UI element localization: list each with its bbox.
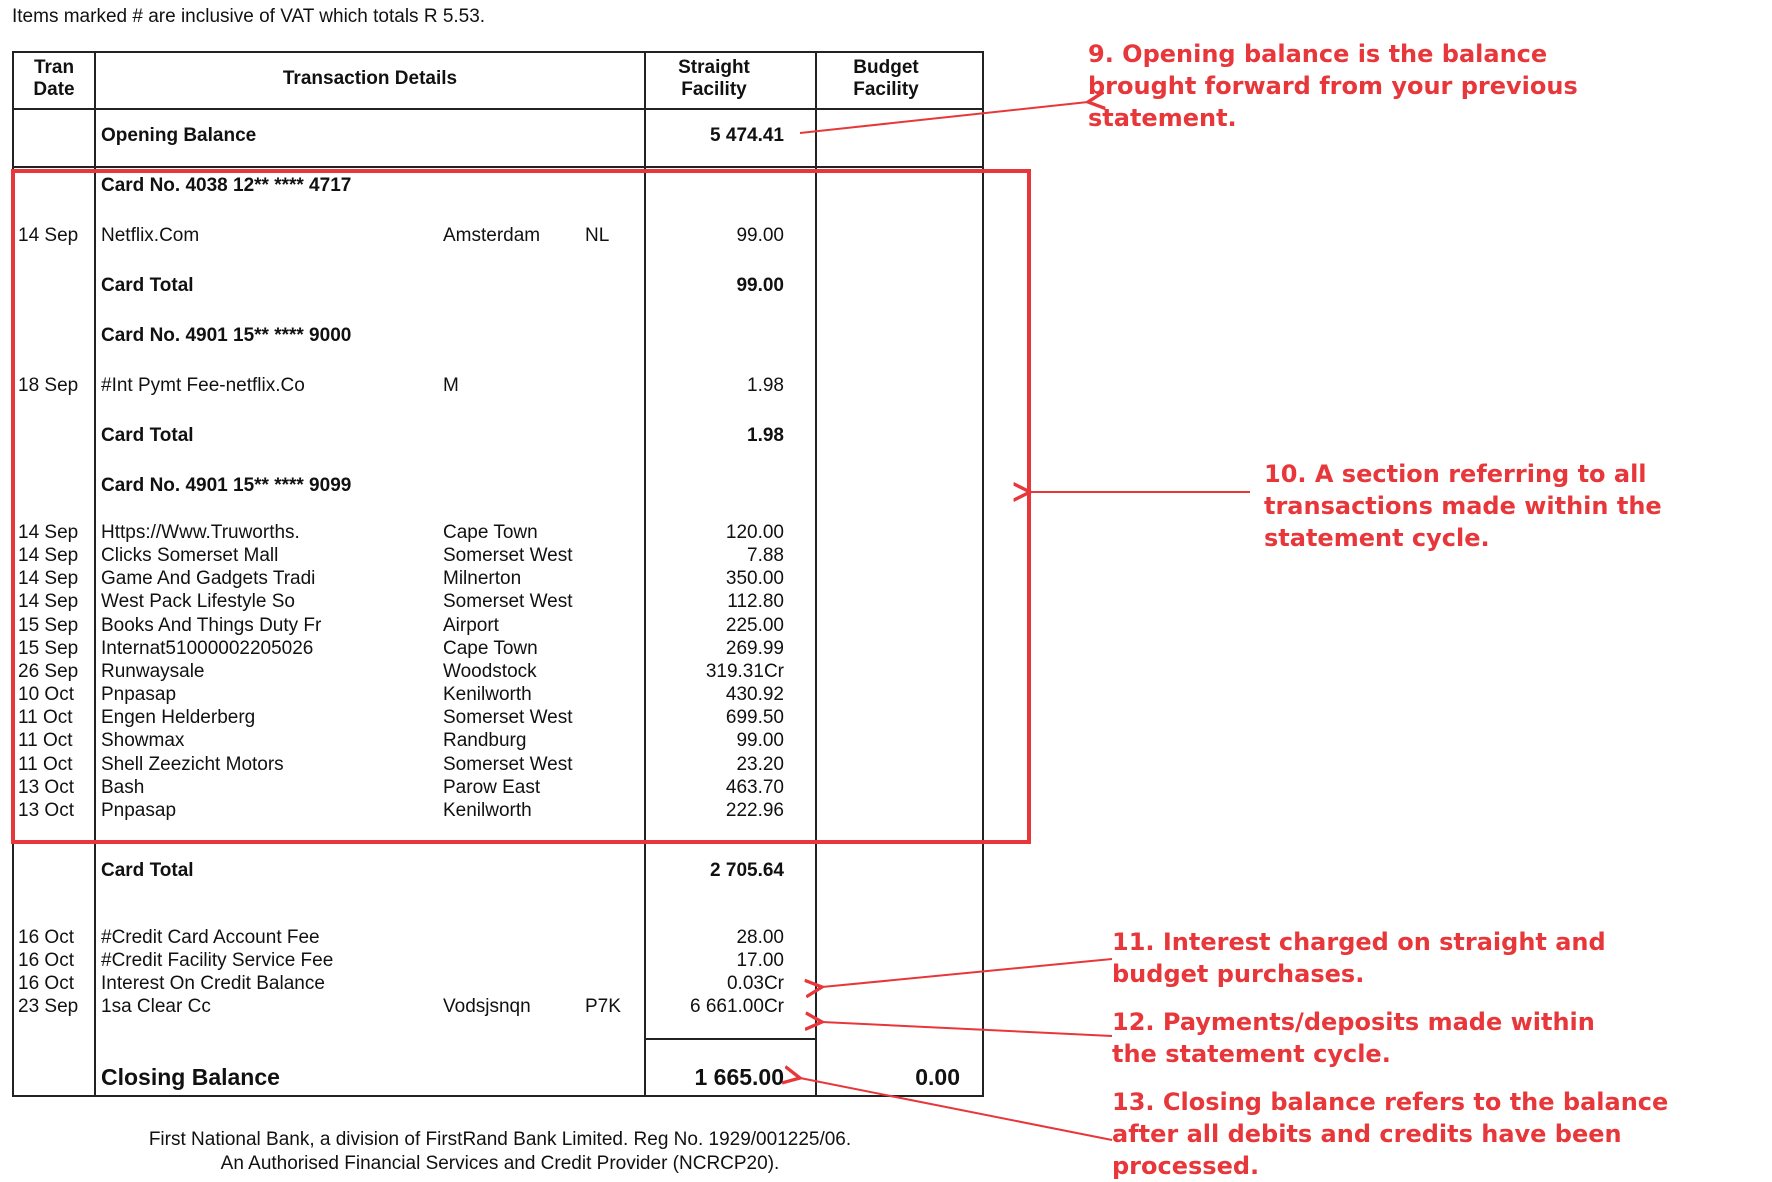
closing-balance-straight: 1 665.00 xyxy=(694,1064,784,1090)
transaction-description: #Int Pymt Fee-netflix.Co xyxy=(101,375,305,396)
transaction-amount: 222.96 xyxy=(725,799,784,821)
card-title: Card No. 4901 15** **** 9000 xyxy=(101,325,352,346)
card-total-label: Card Total xyxy=(101,860,194,881)
transaction-amount: 0.03Cr xyxy=(726,973,784,994)
transaction-description: Game And Gadgets Tradi xyxy=(101,568,316,590)
transaction-city: Somerset West xyxy=(443,753,573,775)
transaction-description: Books And Things Duty Fr xyxy=(101,614,322,636)
transaction-description: Netflix.Com xyxy=(101,225,200,246)
header-details: Transaction Details xyxy=(282,68,458,89)
transaction-description: West Pack Lifestyle So xyxy=(101,591,295,613)
transaction-date: 11 Oct xyxy=(18,730,73,752)
annotation-12: 12. Payments/deposits made within the statement cycle. xyxy=(1112,1008,1595,1068)
transaction-date: 14 Sep xyxy=(18,522,79,543)
transaction-date: 16 Oct xyxy=(18,950,74,971)
transaction-amount: 112.80 xyxy=(727,591,784,613)
transaction-country: P7K xyxy=(585,996,621,1017)
card-total-amount: 99.00 xyxy=(736,275,784,296)
transaction-amount: 120.00 xyxy=(725,522,784,543)
transaction-city: Woodstock xyxy=(443,660,537,682)
closing-balance-label: Closing Balance xyxy=(101,1064,280,1090)
transaction-date: 16 Oct xyxy=(18,927,74,948)
transaction-date: 15 Sep xyxy=(18,614,79,636)
transaction-amount: 269.99 xyxy=(725,637,784,659)
card-title: Card No. 4038 12** **** 4717 xyxy=(101,175,352,196)
transaction-amount: 28.00 xyxy=(736,927,784,948)
header-budget-facility: Budget Facility xyxy=(853,57,919,100)
transaction-city: Cape Town xyxy=(443,637,538,659)
transaction-description: 1sa Clear Cc xyxy=(101,996,211,1017)
annotation-11: 11. Interest charged on straight and budget purchases. xyxy=(1112,928,1606,988)
transaction-description: #Credit Card Account Fee xyxy=(101,927,320,948)
transaction-amount: 319.31Cr xyxy=(705,660,784,682)
closing-balance-budget: 0.00 xyxy=(915,1064,960,1090)
transaction-city: Airport xyxy=(443,614,499,636)
annotation-13: 13. Closing balance refers to the balance after all debits and credits have been processed. xyxy=(1112,1088,1669,1180)
transaction-description: Interest On Credit Balance xyxy=(101,973,325,994)
transaction-city: M xyxy=(443,375,459,396)
transaction-description: Internat51000002205026 xyxy=(101,637,314,659)
transaction-amount: 99.00 xyxy=(736,225,784,246)
header-straight-facility: Straight Facility xyxy=(678,57,750,100)
transaction-description: #Credit Facility Service Fee xyxy=(101,950,334,971)
transaction-description: Pnpasap xyxy=(101,684,177,706)
transaction-date: 13 Oct xyxy=(18,776,74,798)
transaction-city: Randburg xyxy=(443,730,527,752)
card-title: Card No. 4901 15** **** 9099 xyxy=(101,475,352,496)
transactions-highlight-box xyxy=(13,171,1029,842)
transaction-date: 11 Oct xyxy=(18,707,73,729)
arrow-payments xyxy=(822,1022,1112,1036)
transaction-amount: 430.92 xyxy=(725,684,784,706)
transaction-amount: 1.98 xyxy=(747,375,784,396)
transaction-amount: 350.00 xyxy=(725,568,784,590)
card-total-amount: 2 705.64 xyxy=(710,860,784,881)
transaction-date: 14 Sep xyxy=(18,545,79,567)
transaction-city: Cape Town xyxy=(443,522,538,543)
transaction-date: 26 Sep xyxy=(18,660,79,682)
arrow-opening-balance xyxy=(800,102,1088,133)
transaction-date: 23 Sep xyxy=(18,996,79,1017)
transaction-date: 16 Oct xyxy=(18,973,74,994)
card-total-label: Card Total xyxy=(101,275,194,296)
transaction-city: Vodsjsnqn xyxy=(443,996,531,1017)
transaction-amount: 23.20 xyxy=(736,753,784,775)
annotation-9: 9. Opening balance is the balance brought forward from your previous statement. xyxy=(1088,40,1578,132)
transaction-amount: 99.00 xyxy=(736,730,784,752)
transaction-description: Showmax xyxy=(101,730,185,752)
transaction-city: Parow East xyxy=(443,776,541,798)
transaction-description: Engen Helderberg xyxy=(101,707,256,729)
transaction-amount: 463.70 xyxy=(725,776,784,798)
card-total-amount: 1.98 xyxy=(747,425,784,446)
transaction-city: Amsterdam xyxy=(443,225,541,246)
transaction-amount: 699.50 xyxy=(725,707,784,729)
opening-balance-label: Opening Balance xyxy=(101,125,257,146)
transaction-amount: 225.00 xyxy=(725,614,784,636)
transaction-date: 11 Oct xyxy=(18,753,73,775)
transaction-date: 13 Oct xyxy=(18,799,74,821)
transaction-description: Bash xyxy=(101,776,145,798)
transaction-amount: 17.00 xyxy=(736,950,784,971)
transaction-date: 15 Sep xyxy=(18,637,79,659)
transaction-date: 14 Sep xyxy=(18,591,79,613)
vat-note: Items marked # are inclusive of VAT which totals R 5.53. xyxy=(12,6,486,27)
annotation-10: 10. A section referring to all transactions made within the statement cycle. xyxy=(1264,460,1662,552)
transaction-amount: 6 661.00Cr xyxy=(689,996,784,1017)
transaction-country: NL xyxy=(585,225,610,246)
transaction-description: Runwaysale xyxy=(101,660,205,682)
opening-balance-amount: 5 474.41 xyxy=(710,125,784,146)
transaction-date: 10 Oct xyxy=(18,684,74,706)
transaction-date: 18 Sep xyxy=(18,375,79,396)
transaction-city: Kenilworth xyxy=(443,684,532,706)
transaction-city: Kenilworth xyxy=(443,799,532,821)
header-tran-date: Tran Date xyxy=(33,57,75,100)
transaction-description: Shell Zeezicht Motors xyxy=(101,753,284,775)
transaction-date: 14 Sep xyxy=(18,568,79,590)
transaction-city: Somerset West xyxy=(443,591,573,613)
card-total-label: Card Total xyxy=(101,425,194,446)
arrow-interest xyxy=(822,959,1112,987)
transaction-city: Somerset West xyxy=(443,707,573,729)
transaction-amount: 7.88 xyxy=(747,545,784,567)
transaction-description: Https://Www.Truworths. xyxy=(101,522,300,543)
arrow-closing-balance xyxy=(800,1078,1112,1140)
transaction-description: Clicks Somerset Mall xyxy=(101,545,279,567)
bank-footer: First National Bank, a division of FirstRand Bank Limited. Reg No. 1929/001225/06. An Authorised Financial Services and Credit Provider (NCRCP20). xyxy=(148,1129,852,1174)
transaction-city: Somerset West xyxy=(443,545,573,567)
transaction-description: Pnpasap xyxy=(101,799,177,821)
transaction-city: Milnerton xyxy=(443,568,522,590)
transaction-date: 14 Sep xyxy=(18,225,79,246)
